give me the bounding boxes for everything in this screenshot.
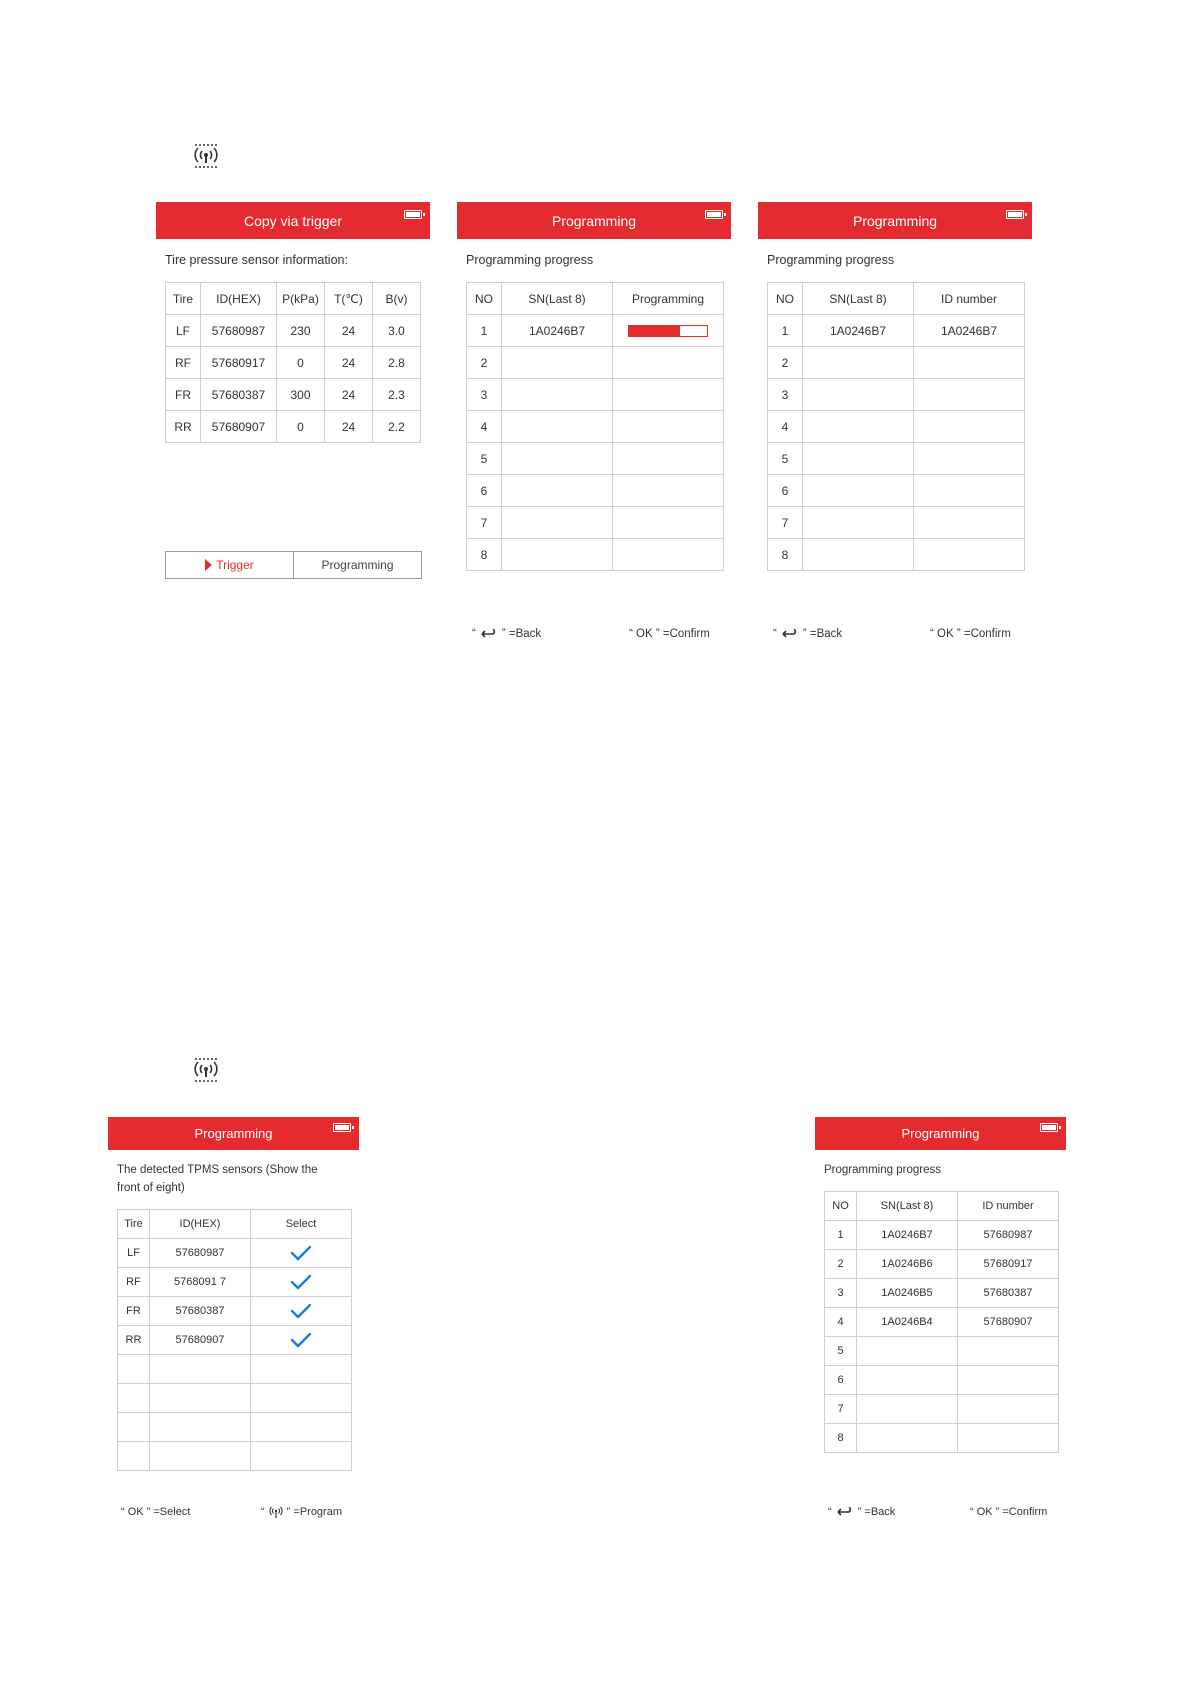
table-row[interactable] — [118, 1326, 352, 1355]
table-cell — [803, 347, 914, 379]
table-row — [825, 1337, 1059, 1366]
hint-program-text: ” =Program — [286, 1506, 342, 1518]
table-cell: 5 — [825, 1337, 857, 1366]
battery-icon — [705, 210, 723, 219]
table-cell — [914, 411, 1025, 443]
table-cell: 1A0246B7 — [502, 315, 613, 347]
table-cell: 1A0246B7 — [914, 315, 1025, 347]
trigger-button[interactable] — [166, 552, 294, 578]
table-cell: 57680987 — [201, 315, 277, 347]
screen-header — [156, 202, 430, 239]
table-cell — [118, 1384, 150, 1413]
column-header: Tire — [118, 1210, 150, 1239]
progress-cell — [613, 315, 724, 347]
table-cell — [958, 1424, 1059, 1453]
table-cell — [803, 539, 914, 571]
table-cell — [857, 1395, 958, 1424]
table-cell: 2 — [825, 1250, 857, 1279]
intro-text: Tire pressure sensor information: — [165, 253, 348, 267]
table-cell: 5 — [467, 443, 502, 475]
battery-icon — [333, 1123, 351, 1132]
select-cell[interactable] — [251, 1268, 352, 1297]
table-cell — [613, 411, 724, 443]
column-header: NO — [825, 1192, 857, 1221]
select-hint: “ OK ” =Select — [121, 1506, 191, 1518]
checkmark-icon — [290, 1332, 312, 1348]
table-cell: 2.8 — [373, 347, 421, 379]
table-cell — [857, 1366, 958, 1395]
column-header: Programming — [613, 283, 724, 315]
table-cell: 8 — [825, 1424, 857, 1453]
hint-open-quote: “ — [828, 1506, 832, 1518]
table-row — [768, 315, 1025, 347]
table-cell — [914, 507, 1025, 539]
select-cell — [251, 1384, 352, 1413]
screen-title: Programming — [901, 1126, 980, 1141]
hint-open-quote: “ — [261, 1506, 265, 1518]
table-cell — [958, 1395, 1059, 1424]
table-cell — [118, 1413, 150, 1442]
hint-back-text: ” =Back — [802, 628, 843, 640]
table-cell — [613, 507, 724, 539]
tpms-antenna-icon — [193, 1057, 219, 1083]
table-cell: 3.0 — [373, 315, 421, 347]
table-cell: 1 — [768, 315, 803, 347]
checkmark-icon — [290, 1245, 312, 1261]
table-cell: 8 — [467, 539, 502, 571]
table-cell: 2 — [768, 347, 803, 379]
table-cell: 3 — [467, 379, 502, 411]
column-header: Tire — [166, 283, 201, 315]
column-header: ID(HEX) — [201, 283, 277, 315]
screen-programming-complete — [815, 1117, 1066, 1527]
table-cell: 2 — [467, 347, 502, 379]
programming-table — [767, 282, 1025, 571]
table-row[interactable] — [118, 1239, 352, 1268]
table-header-row — [825, 1192, 1059, 1221]
table-cell: 57680987 — [958, 1221, 1059, 1250]
screen-header — [108, 1117, 359, 1150]
table-cell: 1A0246B7 — [803, 315, 914, 347]
action-buttons — [165, 551, 422, 579]
table-cell: 4 — [768, 411, 803, 443]
table-cell: 1 — [467, 315, 502, 347]
table-row — [467, 443, 724, 475]
table-cell — [914, 475, 1025, 507]
table-cell: 7 — [768, 507, 803, 539]
table-cell: 230 — [277, 315, 325, 347]
column-header: SN(Last 8) — [803, 283, 914, 315]
table-cell: 5768091 7 — [150, 1268, 251, 1297]
table-row — [768, 411, 1025, 443]
battery-icon — [1040, 1123, 1058, 1132]
table-row — [467, 347, 724, 379]
table-row — [768, 379, 1025, 411]
table-row — [118, 1413, 352, 1442]
table-cell: 0 — [277, 411, 325, 443]
table-cell — [613, 379, 724, 411]
screen-copy-via-trigger — [156, 202, 430, 592]
table-row — [118, 1355, 352, 1384]
table-cell: 57680387 — [150, 1297, 251, 1326]
select-cell — [251, 1442, 352, 1471]
select-cell[interactable] — [251, 1239, 352, 1268]
screen-header — [758, 202, 1032, 239]
table-row — [825, 1308, 1059, 1337]
table-cell — [150, 1442, 251, 1471]
table-cell: 3 — [768, 379, 803, 411]
table-cell: LF — [166, 315, 201, 347]
table-row — [825, 1395, 1059, 1424]
checkmark-icon — [290, 1274, 312, 1290]
table-cell: 2.3 — [373, 379, 421, 411]
screen-title: Programming — [194, 1126, 273, 1141]
screen-title: Copy via trigger — [243, 212, 343, 229]
table-cell: 1A0246B5 — [857, 1279, 958, 1308]
table-row — [118, 1442, 352, 1471]
column-header: NO — [467, 283, 502, 315]
table-row — [768, 539, 1025, 571]
column-header: B(v) — [373, 283, 421, 315]
table-cell: 4 — [825, 1308, 857, 1337]
table-row — [768, 507, 1025, 539]
table-cell: 57680907 — [201, 411, 277, 443]
hint-open-quote: “ — [472, 628, 476, 640]
battery-icon — [1006, 210, 1024, 219]
column-header: ID number — [958, 1192, 1059, 1221]
column-header: T(℃) — [325, 283, 373, 315]
table-cell: 6 — [825, 1366, 857, 1395]
confirm-hint: “ OK ” =Confirm — [930, 628, 1011, 640]
back-arrow-icon — [836, 1507, 854, 1517]
table-cell — [803, 475, 914, 507]
table-cell — [958, 1337, 1059, 1366]
table-cell: 57680917 — [958, 1250, 1059, 1279]
back-arrow-icon — [781, 629, 799, 639]
column-header: P(kPa) — [277, 283, 325, 315]
table-cell — [914, 539, 1025, 571]
progress-bar — [628, 325, 708, 337]
table-cell: RR — [166, 411, 201, 443]
table-cell — [502, 347, 613, 379]
table-cell: FR — [118, 1297, 150, 1326]
tpms-antenna-icon — [193, 143, 219, 169]
table-cell — [118, 1442, 150, 1471]
table-cell: 57680387 — [201, 379, 277, 411]
table-cell: FR — [166, 379, 201, 411]
table-cell: 300 — [277, 379, 325, 411]
table-row — [467, 411, 724, 443]
table-row — [467, 475, 724, 507]
table-cell — [502, 379, 613, 411]
table-header-row — [118, 1210, 352, 1239]
table-cell — [958, 1366, 1059, 1395]
table-cell: 6 — [467, 475, 502, 507]
column-header: SN(Last 8) — [502, 283, 613, 315]
table-row — [825, 1250, 1059, 1279]
select-cell[interactable] — [251, 1326, 352, 1355]
table-cell: 2.2 — [373, 411, 421, 443]
table-row — [825, 1424, 1059, 1453]
intro-text: Programming progress — [824, 1164, 941, 1176]
table-cell: 57680907 — [958, 1308, 1059, 1337]
table-cell: RF — [166, 347, 201, 379]
programming-button[interactable] — [294, 552, 421, 578]
table-cell: 24 — [325, 379, 373, 411]
table-header-row — [467, 283, 724, 315]
screen-programming-result — [758, 202, 1032, 652]
screen-title: Programming — [551, 212, 637, 229]
table-cell: 57680917 — [201, 347, 277, 379]
table-row — [467, 315, 724, 347]
intro-text — [117, 1161, 318, 1197]
table-cell: LF — [118, 1239, 150, 1268]
table-cell: 24 — [325, 315, 373, 347]
table-cell: 57680987 — [150, 1239, 251, 1268]
table-row — [768, 475, 1025, 507]
table-row — [768, 443, 1025, 475]
table-header-row — [166, 283, 421, 315]
table-cell — [502, 475, 613, 507]
screen-title: Programming — [852, 212, 938, 229]
table-cell — [502, 411, 613, 443]
program-hint — [261, 1506, 342, 1518]
hint-open-quote: “ — [773, 628, 777, 640]
select-cell — [251, 1413, 352, 1442]
table-row — [118, 1384, 352, 1413]
hint-back-text: ” =Back — [501, 628, 542, 640]
select-cell — [251, 1355, 352, 1384]
table-row[interactable] — [118, 1268, 352, 1297]
intro-text: Programming progress — [466, 253, 594, 267]
table-header-row — [768, 283, 1025, 315]
table-cell: RR — [118, 1326, 150, 1355]
table-cell — [150, 1413, 251, 1442]
table-row — [467, 507, 724, 539]
screen-detected-sensors — [108, 1117, 359, 1527]
confirm-hint: “ OK ” =Confirm — [970, 1506, 1048, 1518]
detected-sensors-table — [117, 1209, 352, 1471]
programming-table — [824, 1191, 1059, 1453]
table-cell — [150, 1355, 251, 1384]
table-cell — [803, 443, 914, 475]
table-cell: 3 — [825, 1279, 857, 1308]
table-cell: 6 — [768, 475, 803, 507]
screen-header — [457, 202, 731, 239]
column-header: SN(Last 8) — [857, 1192, 958, 1221]
table-cell — [613, 475, 724, 507]
table-cell: 7 — [825, 1395, 857, 1424]
table-row — [825, 1221, 1059, 1250]
screen-header — [815, 1117, 1066, 1150]
table-row — [166, 379, 421, 411]
intro-line: The detected TPMS sensors (Show the — [117, 1164, 318, 1176]
battery-icon — [404, 210, 422, 219]
table-cell: 0 — [277, 347, 325, 379]
table-cell — [857, 1424, 958, 1453]
table-cell: RF — [118, 1268, 150, 1297]
table-cell: 1 — [825, 1221, 857, 1250]
table-cell — [914, 443, 1025, 475]
table-cell — [613, 539, 724, 571]
screen-programming-progress — [457, 202, 731, 652]
table-cell — [914, 379, 1025, 411]
back-arrow-icon — [480, 629, 498, 639]
table-cell: 57680907 — [150, 1326, 251, 1355]
table-cell: 7 — [467, 507, 502, 539]
table-cell: 5 — [768, 443, 803, 475]
table-cell: 57680387 — [958, 1279, 1059, 1308]
column-header: ID(HEX) — [150, 1210, 251, 1239]
table-row[interactable] — [118, 1297, 352, 1326]
table-cell — [914, 347, 1025, 379]
table-cell — [613, 347, 724, 379]
tpms-antenna-icon — [269, 1506, 283, 1518]
table-cell — [118, 1355, 150, 1384]
play-icon — [205, 559, 212, 571]
table-row — [166, 347, 421, 379]
trigger-button-label: Trigger — [216, 558, 254, 572]
table-cell: 1A0246B6 — [857, 1250, 958, 1279]
programming-table — [466, 282, 724, 571]
table-cell: 24 — [325, 411, 373, 443]
table-cell: 1A0246B7 — [857, 1221, 958, 1250]
checkmark-icon — [290, 1303, 312, 1319]
column-header: ID number — [914, 283, 1025, 315]
table-cell — [150, 1384, 251, 1413]
table-cell — [857, 1337, 958, 1366]
table-cell — [502, 507, 613, 539]
table-cell — [502, 443, 613, 475]
table-cell: 8 — [768, 539, 803, 571]
back-hint — [472, 628, 541, 640]
hint-back-text: ” =Back — [857, 1506, 896, 1518]
programming-button-label: Programming — [321, 558, 394, 572]
table-row — [166, 315, 421, 347]
table-cell — [803, 507, 914, 539]
table-row — [768, 347, 1025, 379]
table-cell — [803, 411, 914, 443]
progress-fill — [629, 326, 680, 336]
column-header: NO — [768, 283, 803, 315]
intro-line: front of eight) — [117, 1182, 185, 1194]
table-row — [825, 1279, 1059, 1308]
confirm-hint: “ OK ” =Confirm — [629, 628, 710, 640]
table-cell — [613, 443, 724, 475]
table-row — [166, 411, 421, 443]
table-row — [467, 379, 724, 411]
table-cell — [502, 539, 613, 571]
table-row — [825, 1366, 1059, 1395]
back-hint — [773, 628, 842, 640]
table-cell: 1A0246B4 — [857, 1308, 958, 1337]
table-cell: 4 — [467, 411, 502, 443]
sensor-info-table — [165, 282, 421, 443]
table-cell — [803, 379, 914, 411]
back-hint — [828, 1506, 895, 1518]
intro-text: Programming progress — [767, 253, 895, 267]
column-header: Select — [251, 1210, 352, 1239]
table-cell: 24 — [325, 347, 373, 379]
select-cell[interactable] — [251, 1297, 352, 1326]
table-row — [467, 539, 724, 571]
